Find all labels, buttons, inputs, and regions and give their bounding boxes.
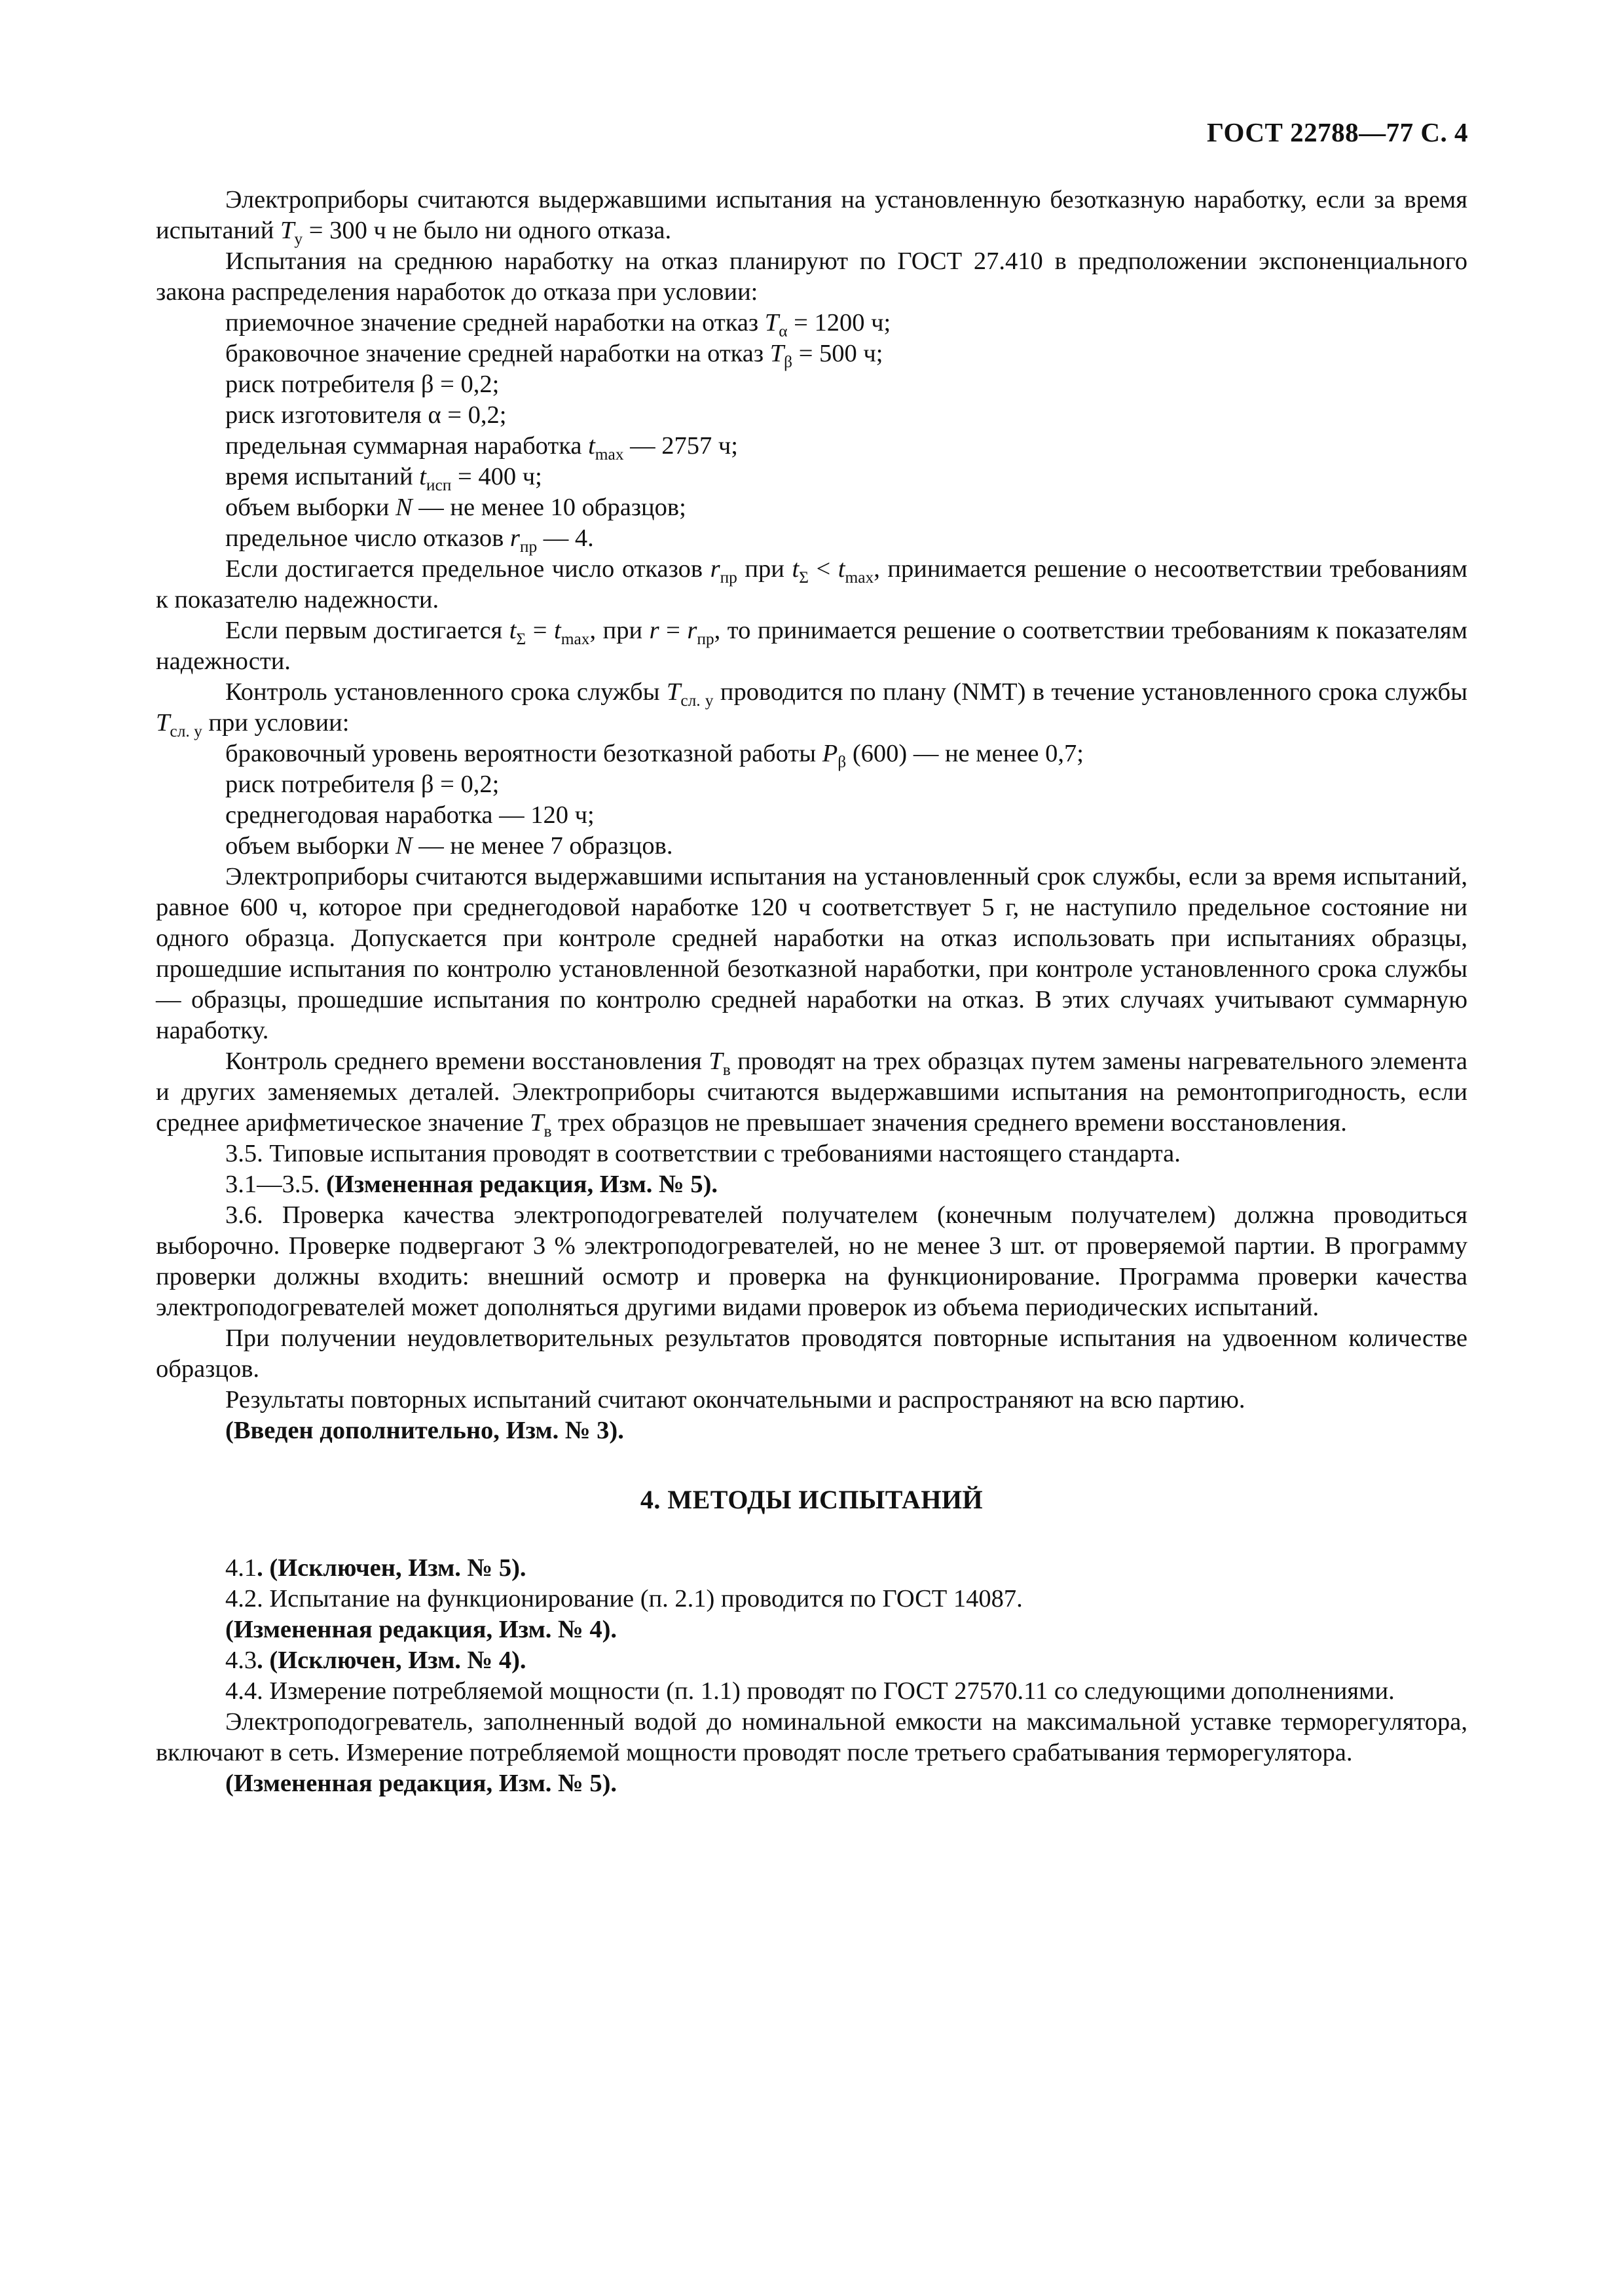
- paragraph: Электроподогреватель, заполненный водой до номинальной емкости на максимальной уставке терморегулятора, включают в сеть. Измерение потребляемой мощности проводят после третьего срабатывания терморегулятора.: [156, 1708, 1467, 1766]
- paragraph: Если первым достигается $t_\Sigma = t_{max}$, при $r = r_{пр}$, то принимается решение о соответствии требованиям к показателям надежности.: [156, 617, 1467, 675]
- paragraph: Контроль установленного срока службы $T_{сл. у}$ проводится по плану (NMT) в течение установленного срока службы $T_{сл. у}$ при условии:: [156, 678, 1467, 740]
- list-item: время испытаний $t_{исп} = 400$ ч;: [225, 463, 542, 494]
- list-item: объем выборки N — не менее 7 образцов.: [225, 832, 673, 860]
- paragraph: 4.3. (Исключен, Изм. № 4).: [225, 1647, 526, 1674]
- paragraph: (Измененная редакция, Изм. № 4).: [225, 1616, 617, 1643]
- list-item: риск потребителя β = 0,2;: [225, 371, 500, 398]
- section-4-content: [156, 1553, 1467, 1799]
- paragraph: Испытания на среднюю наработку на отказ планируют по ГОСТ 27.410 в предположении экспоненциального закона распределения наработок до отказа при условии:: [156, 247, 1467, 306]
- section-heading: 4. МЕТОДЫ ИСПЫТАНИЙ: [640, 1485, 984, 1514]
- paragraph: Если достигается предельное число отказов $r_{пр}$ при $t_\Sigma < t_{max}$, принимается решение о несоответствии требованиям к показателю надежности.: [156, 555, 1467, 613]
- paragraph: 3.5. Типовые испытания проводят в соответствии с требованиями настоящего стандарта.: [225, 1140, 1181, 1167]
- paragraph: При получении неудовлетворительных результатов проводятся повторные испытания на удвоенном количестве образцов.: [156, 1324, 1467, 1383]
- list-item: риск потребителя β = 0,2;: [225, 771, 500, 798]
- list-item: предельная суммарная наработка $t_{max}$ — 2757 ч;: [225, 432, 738, 464]
- list-item: объем выборки N — не менее 10 образцов;: [225, 494, 686, 521]
- list-item: браковочный уровень вероятности безотказной работы $P_\beta$ (600) — не менее 0,7;: [225, 740, 1084, 771]
- paragraph: (Измененная редакция, Изм. № 5).: [225, 1770, 617, 1797]
- paragraph: Электроприборы считаются выдержавшими испытания на установленную безотказную наработку, если за время испытаний $T_у = 300$ ч не было ни одного отказа.: [156, 186, 1467, 248]
- paragraph: 3.6. Проверка качества электроподогревателей получателем (конечным получателем) должна проводиться выборочно. Проверке подвергают 3 % электроподогревателей, но не менее 3 шт. от проверяемой партии. В программу проверки должны входить: внешний осмотр и проверка на функционирование. Программа проверки качества электроподогревателей может дополняться другими видами проверок из объема периодических испытаний.: [156, 1201, 1467, 1321]
- paragraph: Электроприборы считаются выдержавшими испытания на установленный срок службы, если за время испытаний, равное 600 ч, которое при среднегодовой наработке 120 ч соответствует 5 г, не наступило предельное состояние ни одного образца. Допускается при контроле средней наработки на отказ использовать при испытаниях образцы, прошедшие испытания по контролю установленной безотказной наработки, при контроле установленного срока службы — образцы, прошедшие испытания по контролю средней наработки на отказ. В этих случаях учитывают суммарную наработку.: [156, 863, 1467, 1044]
- paragraph: Контроль среднего времени восстановления $T_в$ проводят на трех образцах путем замены нагревательного элемента и других заменяемых деталей. Электроприборы считаются выдержавшими испытания на ремонтопригодность, если среднее арифметическое значение $T_в$ трех образцов не превышает значения среднего времени восстановления.: [156, 1048, 1467, 1140]
- paragraph: Результаты повторных испытаний считают окончательными и распространяют на всю партию.: [225, 1386, 1245, 1413]
- list-item: среднегодовая наработка — 120 ч;: [225, 801, 595, 829]
- paragraph: 4.4. Измерение потребляемой мощности (п. 1.1) проводят по ГОСТ 27570.11 со следующими дополнениями.: [225, 1677, 1395, 1705]
- section-3-continuation: [156, 185, 1467, 1446]
- page-header: ГОСТ 22788—77 С. 4: [1206, 117, 1468, 147]
- list-item: приемочное значение средней наработки на отказ $T_\alpha = 1200$ ч;: [225, 309, 891, 340]
- list-item: риск изготовителя α = 0,2;: [225, 401, 507, 429]
- paragraph: 3.1—3.5. (Измененная редакция, Изм. № 5).: [225, 1171, 718, 1198]
- paragraph: (Введен дополнительно, Изм. № 3).: [225, 1417, 624, 1444]
- list-item: предельное число отказов $r_{пр}$ — 4.: [225, 524, 594, 556]
- paragraph: 4.2. Испытание на функционирование (п. 2.1) проводится по ГОСТ 14087.: [225, 1585, 1023, 1613]
- paragraph: 4.1. (Исключен, Изм. № 5).: [225, 1554, 526, 1582]
- list-item: браковочное значение средней наработки на отказ $T_\beta = 500$ ч;: [225, 340, 883, 371]
- document-body: [156, 185, 1467, 1799]
